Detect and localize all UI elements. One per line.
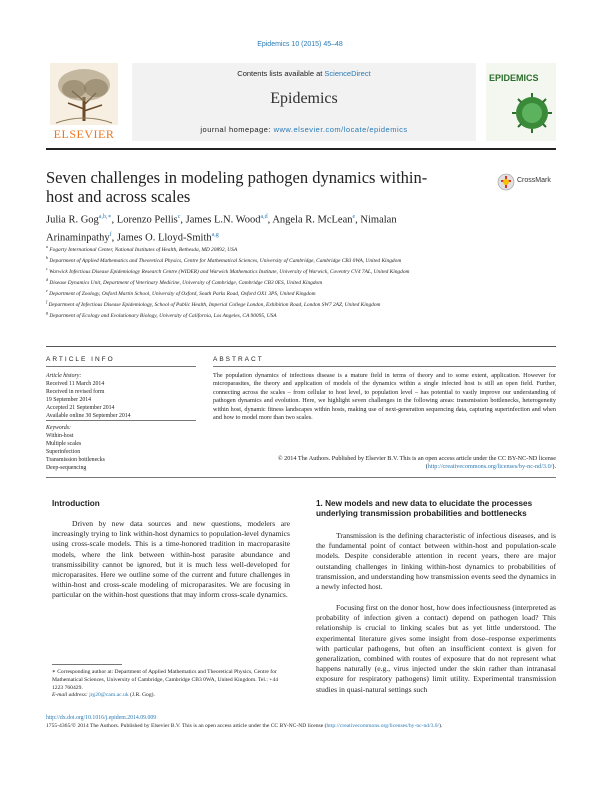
crossmark-badge[interactable] — [497, 172, 557, 192]
keyword-item: Transmission bottlenecks — [46, 457, 105, 463]
author-affiliation-marker[interactable]: a,b,∗ — [98, 214, 112, 220]
journal-cover[interactable] — [486, 63, 556, 141]
masthead-banner — [132, 63, 476, 141]
affiliation-text: Department of Infectious Disease Epidemiology, School of Public Health, Imperial College London, Exhibition Road, London SW7 2AZ, United Kingdom — [48, 301, 381, 308]
journal-reference[interactable]: Epidemics 10 (2015) 45–48 — [257, 41, 343, 48]
affiliation-text: Department of Zoology, Oxford Martin School, University of Oxford, South Parks Road, Oxford OX1 3PS, United Kingdom — [49, 290, 316, 297]
issn-license-link[interactable]: http://creativecommons.org/licenses/by-nc-nd/3.0/ — [326, 723, 440, 729]
author-name[interactable]: Julia R. Gog — [46, 214, 99, 226]
sciencedirect-link[interactable]: ScienceDirect — [324, 69, 371, 78]
affiliation-item — [46, 243, 556, 254]
author-name[interactable]: Nimalan Arinaminpathy — [46, 214, 397, 243]
author-separator: , — [267, 214, 273, 226]
corresponding-author-footnote — [52, 669, 290, 700]
masthead — [46, 61, 556, 143]
article-info-divider — [46, 366, 196, 367]
author-affiliation-marker[interactable]: a,d — [260, 214, 268, 220]
homepage-link[interactable]: www.elsevier.com/locate/epidemics — [273, 125, 408, 134]
copyright-end: ). — [552, 463, 556, 471]
author-affiliation-marker[interactable]: a,g — [211, 231, 219, 238]
affiliation-list — [46, 243, 556, 320]
contents-line — [132, 69, 476, 78]
affiliation-key: f — [46, 299, 48, 304]
history-item: Received in revised form — [46, 389, 105, 395]
author-affiliation-marker[interactable]: e — [352, 214, 356, 220]
crossmark-icon — [497, 173, 515, 191]
author-affiliation-marker[interactable]: c — [177, 214, 181, 220]
affiliation-text: Fogarty International Center, National Institutes of Health, Bethesda, MD 20892, USA — [49, 246, 238, 253]
keywords-label: Keywords: — [46, 425, 71, 431]
affiliation-key: c — [46, 266, 48, 271]
section-1-heading: 1. New models and new data to elucidate the processes underlying transmission probabilities and bottlenecks — [316, 499, 533, 518]
author-separator: , — [355, 214, 361, 226]
history-item: Received 11 March 2014 — [46, 381, 105, 387]
history-item: Available online 30 September 2014 — [46, 413, 131, 419]
email-link[interactable]: jrg20@cam.ac.uk — [89, 692, 129, 699]
copyright-text: © 2014 The Authors. Published by Elsevier B.V. This is an open access article under the CC BY-NC-ND license ( — [277, 455, 556, 471]
keywords-divider — [46, 420, 196, 421]
affiliation-key: d — [46, 277, 48, 282]
abstract-text: The population dynamics of infectious disease is a mature field in terms of theory and to some extent, application. However for microparasites, the theory and application of models of the dynamics within a single infected host is still an open field. Further, connecting across the scales – from cellular to host level, to population level – has potential to vastly improve our understanding of pathogen dynamics and evolution. Here, we highlight seven challenges in the following areas: transmission bottlenecks, heterogeneity within host, dynamic fitness landscapes within hosts, making use of next-generation sequencing data, capturing superinfection and when and how to model more than two scales. — [213, 372, 556, 422]
keyword-item: Deep-sequencing — [46, 465, 87, 471]
affiliation-key: a — [46, 244, 48, 249]
affiliation-text: Department of Ecology and Evolutionary Biology, University of California, Los Angeles, CA 90095, USA — [49, 312, 277, 319]
issn-line — [46, 723, 556, 729]
email-line — [52, 692, 290, 700]
cover-title: EPIDEMICS — [489, 73, 539, 83]
affiliation-key: e — [46, 288, 48, 293]
author-name[interactable]: James L.N. Wood — [185, 214, 261, 226]
section-1-paragraph-1: Transmission is the defining characteristic of infectious diseases, and is the fundamental point of contact between within-host and population-scale models. Despite considerable attention in recent years, there are major outstanding challenges in linking within-host dynamics to probabilities of transmission, and understanding how transmission events seed the dynamics in a newly infected host. — [316, 531, 557, 592]
email-suffix: (J.R. Gog). — [128, 692, 155, 699]
journal-name: Epidemics — [270, 90, 338, 107]
affiliation-key: b — [46, 255, 48, 260]
abstract-heading: ABSTRACT — [213, 356, 264, 363]
author-separator: , — [111, 232, 117, 243]
section-1-paragraph-2: Focusing first on the donor host, how does infectiousness (interpreted as probability of infection given a contact) depend on pathogen load? This relationship is crucial to linking scales but as yet little understood. The experimental literature gives some insight from dose–response experiments with particular pathogens, but often an insufficient context is given for generalization, combined with routes of exposure that do not represent what happens naturally (e.g., virus injected under the skin rather than intranasal exposure for respiratory pathogens) limit utility. Experimental transmission studies in quasi-natural settings such — [316, 603, 556, 694]
keyword-item: Multiple scales — [46, 441, 82, 447]
homepage-line — [132, 125, 476, 134]
author-separator: , — [111, 214, 117, 226]
affiliation-key: g — [46, 310, 48, 315]
affiliation-item — [46, 287, 556, 298]
footnote-divider — [52, 664, 122, 665]
author-list — [46, 210, 466, 245]
publisher-name: ELSEVIER — [53, 127, 115, 141]
homepage-label: journal homepage: — [200, 125, 274, 134]
history-item: Accepted 21 September 2014 — [46, 405, 115, 411]
affiliation-item — [46, 276, 556, 287]
issn-text: 1755-4365/© 2014 The Authors. Published by Elsevier B.V. This is an open access article under the CC BY-NC-ND license ( — [46, 723, 327, 729]
article-title: Seven challenges in modeling pathogen dynamics within-host and across scales — [46, 168, 428, 206]
email-label: E-mail address: — [52, 692, 90, 699]
keyword-list — [46, 432, 196, 472]
issn-end: ). — [439, 723, 443, 729]
affiliation-item — [46, 265, 556, 276]
footnote-text: ∗ Corresponding author at: Department of Applied Mathematics and Theoretical Physics, Centre for Mathematical Sciences, University of Cambridge, Cambridge CB3 0WA, United Kingdom. Tel.: +44 1223 760429. — [52, 669, 279, 691]
author-name[interactable]: Angela R. McLean — [272, 214, 353, 226]
affiliation-text: Department of Applied Mathematics and Theoretical Physics, Centre for Mathematical Sciences, University of Cambridge, Cambridge CB3 0WA, United Kingdom — [49, 257, 402, 264]
article-history — [46, 372, 196, 420]
keywords-block — [46, 424, 196, 472]
author-separator: , — [180, 214, 186, 226]
history-list — [46, 380, 196, 420]
keyword-item: Superinfection — [46, 449, 81, 455]
author-name[interactable]: Lorenzo Pellis — [116, 214, 178, 226]
affiliation-text: Warwick Infectious Disease Epidemiology Research Centre (WIDER) and Warwick Mathematics Institute, University of Warwick, Coventry CV4 7AL, United Kingdom — [49, 268, 410, 275]
keyword-item: Within-host — [46, 433, 74, 439]
affiliation-item — [46, 254, 556, 265]
abstract-divider — [213, 366, 556, 367]
affiliation-item — [46, 298, 556, 309]
contents-prefix: Contents lists available at — [237, 69, 325, 78]
affiliation-text: Disease Dynamics Unit, Department of Veterinary Medicine, University of Cambridge, Cambridge CB3 0ES, United Kingdom — [49, 279, 323, 286]
doi-link[interactable]: http://dx.doi.org/10.1016/j.epidem.2014.09.009 — [46, 715, 157, 721]
affiliation-item — [46, 309, 556, 320]
history-item: 19 September 2014 — [46, 397, 92, 403]
introduction-heading: Introduction — [52, 499, 100, 508]
crossmark-label: CrossMark — [517, 177, 551, 184]
body-divider — [46, 477, 556, 478]
author-affiliation-marker[interactable]: f — [109, 231, 112, 238]
article-info-heading: ARTICLE INFO — [46, 356, 115, 363]
introduction-paragraph: Driven by new data sources and new questions, modelers are increasingly trying to link within-host dynamics to population-level dynamics using cross-scale models. This is a time-honored tradition in macroparasite models, where the link between within-host parasite abundance and transmissibility cannot be ignored, but it is much less well-developed for microparasites. Here we outline some of the current and future challenges in within-host and cross-scale modeling of microparasites. We are focusing in particular on the within-host questions that may inform cross-scale dynamics. — [52, 519, 290, 600]
elsevier-logo[interactable] — [46, 61, 122, 143]
header-divider — [46, 148, 556, 150]
abstract-copyright — [213, 455, 556, 472]
license-link[interactable]: http://creativecommons.org/licenses/by-nc-nd/3.0/ — [427, 463, 553, 471]
author-name[interactable]: James O. Lloyd-Smith — [116, 232, 212, 243]
affiliation-divider — [46, 346, 556, 347]
history-label: Article history: — [46, 373, 82, 379]
